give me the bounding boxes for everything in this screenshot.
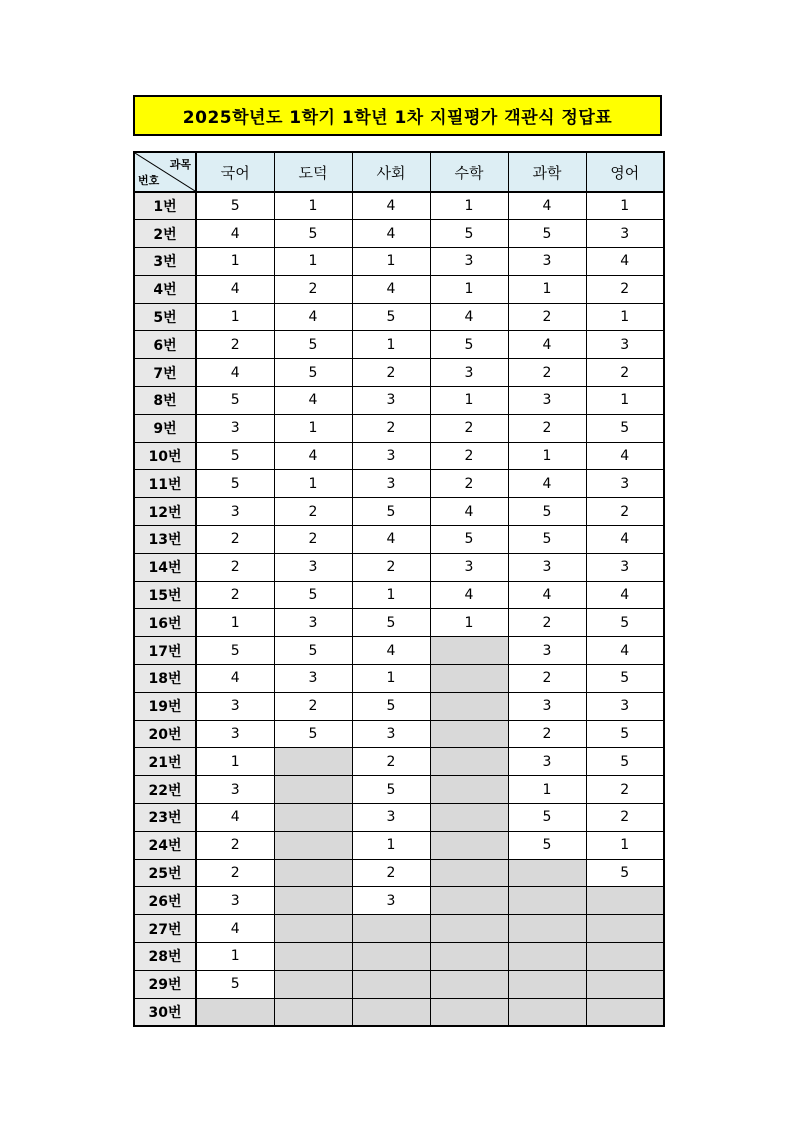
question-number: 5번 <box>134 303 196 331</box>
answer-cell: 2 <box>430 414 508 442</box>
answer-cell: 1 <box>508 442 586 470</box>
table-row <box>134 498 664 526</box>
answer-cell: 5 <box>352 609 430 637</box>
empty-answer-cell <box>430 859 508 887</box>
empty-answer-cell <box>352 998 430 1026</box>
answer-cell: 4 <box>586 526 664 554</box>
answer-cell: 1 <box>274 248 352 276</box>
empty-answer-cell <box>430 665 508 693</box>
answer-cell: 3 <box>508 637 586 665</box>
corner-number-label: 번호 <box>138 174 160 187</box>
empty-answer-cell <box>430 943 508 971</box>
header-row <box>134 152 664 192</box>
question-number: 18번 <box>134 665 196 693</box>
answer-cell: 5 <box>508 804 586 832</box>
answer-cell: 5 <box>508 498 586 526</box>
answer-cell: 3 <box>196 776 274 804</box>
empty-answer-cell <box>274 998 352 1026</box>
subject-header-korean: 국어 <box>196 152 274 192</box>
empty-answer-cell <box>274 776 352 804</box>
answer-cell: 3 <box>196 887 274 915</box>
answer-cell: 1 <box>196 303 274 331</box>
question-number: 24번 <box>134 831 196 859</box>
answer-cell: 4 <box>352 220 430 248</box>
answer-cell: 5 <box>352 498 430 526</box>
question-number: 20번 <box>134 720 196 748</box>
answer-cell: 3 <box>274 553 352 581</box>
answer-cell: 3 <box>352 387 430 415</box>
subject-header-ethics: 도덕 <box>274 152 352 192</box>
answer-cell: 4 <box>508 331 586 359</box>
answer-cell: 2 <box>274 526 352 554</box>
question-number: 2번 <box>134 220 196 248</box>
table-row <box>134 970 664 998</box>
empty-answer-cell <box>586 915 664 943</box>
answer-cell: 3 <box>196 498 274 526</box>
answer-cell: 5 <box>274 581 352 609</box>
answer-cell: 2 <box>196 581 274 609</box>
empty-answer-cell <box>352 970 430 998</box>
empty-answer-cell <box>430 970 508 998</box>
empty-answer-cell <box>586 998 664 1026</box>
answer-cell: 3 <box>352 887 430 915</box>
answer-cell: 1 <box>586 831 664 859</box>
subject-header-math: 수학 <box>430 152 508 192</box>
answer-cell: 5 <box>274 637 352 665</box>
table-row <box>134 915 664 943</box>
answer-cell: 2 <box>274 275 352 303</box>
empty-answer-cell <box>430 637 508 665</box>
answer-cell: 1 <box>430 609 508 637</box>
answer-cell: 1 <box>352 248 430 276</box>
answer-cell: 2 <box>196 859 274 887</box>
answer-cell: 3 <box>352 442 430 470</box>
question-number: 30번 <box>134 998 196 1026</box>
answer-cell: 3 <box>508 692 586 720</box>
answer-cell: 4 <box>352 526 430 554</box>
corner-subject-label: 과목 <box>169 158 191 171</box>
answer-cell: 3 <box>508 748 586 776</box>
answer-cell: 5 <box>196 442 274 470</box>
answer-cell: 4 <box>196 275 274 303</box>
answer-cell: 4 <box>508 192 586 220</box>
answer-cell: 2 <box>352 748 430 776</box>
question-number: 28번 <box>134 943 196 971</box>
answer-cell: 3 <box>586 220 664 248</box>
subject-header-social: 사회 <box>352 152 430 192</box>
empty-answer-cell <box>430 915 508 943</box>
answer-cell: 1 <box>352 831 430 859</box>
answer-cell: 3 <box>196 414 274 442</box>
table-row <box>134 859 664 887</box>
answer-cell: 2 <box>274 498 352 526</box>
empty-answer-cell <box>274 970 352 998</box>
page-title: 2025학년도 1학기 1학년 1차 지필평가 객관식 정답표 <box>133 95 662 136</box>
answer-cell: 5 <box>196 970 274 998</box>
subject-header-english: 영어 <box>586 152 664 192</box>
answer-table <box>133 151 665 1027</box>
question-number: 27번 <box>134 915 196 943</box>
empty-answer-cell <box>586 887 664 915</box>
table-row <box>134 414 664 442</box>
empty-answer-cell <box>508 970 586 998</box>
answer-cell: 5 <box>586 665 664 693</box>
question-number: 26번 <box>134 887 196 915</box>
answer-cell: 1 <box>352 581 430 609</box>
empty-answer-cell <box>508 915 586 943</box>
answer-cell: 5 <box>586 720 664 748</box>
table-row <box>134 887 664 915</box>
table-row <box>134 665 664 693</box>
empty-answer-cell <box>508 998 586 1026</box>
answer-cell: 5 <box>586 748 664 776</box>
answer-cell: 3 <box>352 720 430 748</box>
answer-cell: 2 <box>352 359 430 387</box>
table-row <box>134 776 664 804</box>
answer-cell: 4 <box>430 498 508 526</box>
empty-answer-cell <box>508 887 586 915</box>
empty-answer-cell <box>274 943 352 971</box>
table-row <box>134 637 664 665</box>
answer-cell: 1 <box>586 192 664 220</box>
answer-cell: 2 <box>508 414 586 442</box>
answer-cell: 5 <box>430 220 508 248</box>
table-row <box>134 359 664 387</box>
answer-cell: 4 <box>586 442 664 470</box>
answer-cell: 3 <box>430 359 508 387</box>
table-row <box>134 720 664 748</box>
question-number: 14번 <box>134 553 196 581</box>
subject-header-science: 과학 <box>508 152 586 192</box>
table-row <box>134 220 664 248</box>
empty-answer-cell <box>196 998 274 1026</box>
table-row <box>134 998 664 1026</box>
table-row <box>134 804 664 832</box>
answer-cell: 4 <box>274 303 352 331</box>
answer-cell: 3 <box>430 248 508 276</box>
question-number: 3번 <box>134 248 196 276</box>
answer-cell: 3 <box>196 692 274 720</box>
answer-cell: 4 <box>430 581 508 609</box>
answer-cell: 5 <box>274 359 352 387</box>
table-row <box>134 943 664 971</box>
answer-cell: 3 <box>508 553 586 581</box>
answer-cell: 5 <box>274 720 352 748</box>
answer-cell: 5 <box>508 831 586 859</box>
empty-answer-cell <box>430 720 508 748</box>
answer-cell: 5 <box>352 303 430 331</box>
empty-answer-cell <box>430 776 508 804</box>
table-row <box>134 192 664 220</box>
empty-answer-cell <box>586 943 664 971</box>
table-row <box>134 303 664 331</box>
question-number: 7번 <box>134 359 196 387</box>
answer-cell: 2 <box>352 414 430 442</box>
question-number: 13번 <box>134 526 196 554</box>
answer-cell: 3 <box>274 665 352 693</box>
answer-cell: 1 <box>508 275 586 303</box>
answer-cell: 3 <box>196 720 274 748</box>
question-number: 17번 <box>134 637 196 665</box>
answer-cell: 3 <box>508 387 586 415</box>
question-number: 29번 <box>134 970 196 998</box>
answer-cell: 5 <box>508 220 586 248</box>
answer-cell: 3 <box>586 692 664 720</box>
answer-cell: 2 <box>274 692 352 720</box>
question-number: 16번 <box>134 609 196 637</box>
question-number: 1번 <box>134 192 196 220</box>
question-number: 25번 <box>134 859 196 887</box>
answer-cell: 4 <box>196 665 274 693</box>
answer-cell: 3 <box>508 248 586 276</box>
table-row <box>134 581 664 609</box>
answer-cell: 1 <box>274 470 352 498</box>
answer-cell: 3 <box>352 804 430 832</box>
answer-cell: 4 <box>352 637 430 665</box>
answer-cell: 1 <box>430 275 508 303</box>
empty-answer-cell <box>274 915 352 943</box>
answer-cell: 3 <box>586 470 664 498</box>
table-row <box>134 553 664 581</box>
empty-answer-cell <box>508 943 586 971</box>
answer-cell: 1 <box>196 748 274 776</box>
answer-cell: 2 <box>586 275 664 303</box>
table-row <box>134 248 664 276</box>
answer-cell: 2 <box>430 470 508 498</box>
answer-cell: 2 <box>196 831 274 859</box>
answer-cell: 5 <box>274 331 352 359</box>
answer-cell: 2 <box>586 776 664 804</box>
answer-cell: 4 <box>196 220 274 248</box>
answer-cell: 4 <box>196 359 274 387</box>
answer-cell: 1 <box>586 303 664 331</box>
answer-cell: 4 <box>508 470 586 498</box>
answer-cell: 2 <box>508 720 586 748</box>
answer-cell: 5 <box>586 414 664 442</box>
answer-cell: 1 <box>196 943 274 971</box>
table-row <box>134 331 664 359</box>
answer-cell: 5 <box>430 526 508 554</box>
answer-cell: 2 <box>352 859 430 887</box>
answer-cell: 1 <box>430 387 508 415</box>
answer-cell: 4 <box>274 387 352 415</box>
answer-cell: 4 <box>586 248 664 276</box>
answer-cell: 2 <box>430 442 508 470</box>
table-row <box>134 442 664 470</box>
table-row <box>134 609 664 637</box>
answer-cell: 4 <box>352 192 430 220</box>
answer-cell: 5 <box>196 637 274 665</box>
empty-answer-cell <box>274 748 352 776</box>
question-number: 15번 <box>134 581 196 609</box>
answer-cell: 5 <box>196 470 274 498</box>
corner-header <box>134 152 196 192</box>
empty-answer-cell <box>508 859 586 887</box>
question-number: 22번 <box>134 776 196 804</box>
answer-cell: 2 <box>196 553 274 581</box>
empty-answer-cell <box>430 692 508 720</box>
answer-cell: 5 <box>586 859 664 887</box>
answer-body <box>134 192 664 1026</box>
answer-cell: 2 <box>352 553 430 581</box>
answer-cell: 1 <box>508 776 586 804</box>
answer-cell: 5 <box>196 192 274 220</box>
table-row <box>134 692 664 720</box>
answer-cell: 5 <box>352 692 430 720</box>
answer-cell: 4 <box>352 275 430 303</box>
empty-answer-cell <box>274 887 352 915</box>
answer-cell: 3 <box>586 331 664 359</box>
answer-cell: 2 <box>508 303 586 331</box>
answer-cell: 2 <box>586 498 664 526</box>
table-row <box>134 748 664 776</box>
table-row <box>134 387 664 415</box>
answer-cell: 1 <box>352 665 430 693</box>
answer-cell: 4 <box>586 637 664 665</box>
answer-cell: 3 <box>586 553 664 581</box>
empty-answer-cell <box>430 887 508 915</box>
empty-answer-cell <box>352 943 430 971</box>
empty-answer-cell <box>274 859 352 887</box>
empty-answer-cell <box>430 804 508 832</box>
question-number: 12번 <box>134 498 196 526</box>
answer-cell: 3 <box>352 470 430 498</box>
answer-cell: 4 <box>196 804 274 832</box>
answer-cell: 4 <box>196 915 274 943</box>
table-row <box>134 470 664 498</box>
answer-cell: 3 <box>274 609 352 637</box>
question-number: 11번 <box>134 470 196 498</box>
table-row <box>134 526 664 554</box>
empty-answer-cell <box>352 915 430 943</box>
answer-cell: 5 <box>430 331 508 359</box>
answer-cell: 1 <box>196 609 274 637</box>
question-number: 21번 <box>134 748 196 776</box>
empty-answer-cell <box>430 831 508 859</box>
answer-cell: 1 <box>274 192 352 220</box>
answer-cell: 1 <box>274 414 352 442</box>
answer-cell: 1 <box>430 192 508 220</box>
answer-cell: 2 <box>586 804 664 832</box>
table-row <box>134 831 664 859</box>
answer-cell: 2 <box>508 359 586 387</box>
answer-cell: 2 <box>508 665 586 693</box>
answer-cell: 4 <box>430 303 508 331</box>
answer-cell: 4 <box>586 581 664 609</box>
answer-cell: 3 <box>430 553 508 581</box>
answer-cell: 4 <box>508 581 586 609</box>
empty-answer-cell <box>274 831 352 859</box>
answer-cell: 5 <box>352 776 430 804</box>
answer-cell: 5 <box>196 387 274 415</box>
empty-answer-cell <box>586 970 664 998</box>
table-row <box>134 275 664 303</box>
answer-cell: 1 <box>196 248 274 276</box>
empty-answer-cell <box>274 804 352 832</box>
question-number: 8번 <box>134 387 196 415</box>
question-number: 6번 <box>134 331 196 359</box>
answer-cell: 2 <box>508 609 586 637</box>
answer-cell: 5 <box>274 220 352 248</box>
empty-answer-cell <box>430 748 508 776</box>
answer-cell: 5 <box>508 526 586 554</box>
question-number: 9번 <box>134 414 196 442</box>
question-number: 4번 <box>134 275 196 303</box>
answer-cell: 5 <box>586 609 664 637</box>
answer-cell: 1 <box>586 387 664 415</box>
answer-cell: 1 <box>352 331 430 359</box>
question-number: 19번 <box>134 692 196 720</box>
empty-answer-cell <box>430 998 508 1026</box>
question-number: 10번 <box>134 442 196 470</box>
answer-cell: 4 <box>274 442 352 470</box>
answer-cell: 2 <box>196 526 274 554</box>
answer-cell: 2 <box>586 359 664 387</box>
answer-cell: 2 <box>196 331 274 359</box>
question-number: 23번 <box>134 804 196 832</box>
